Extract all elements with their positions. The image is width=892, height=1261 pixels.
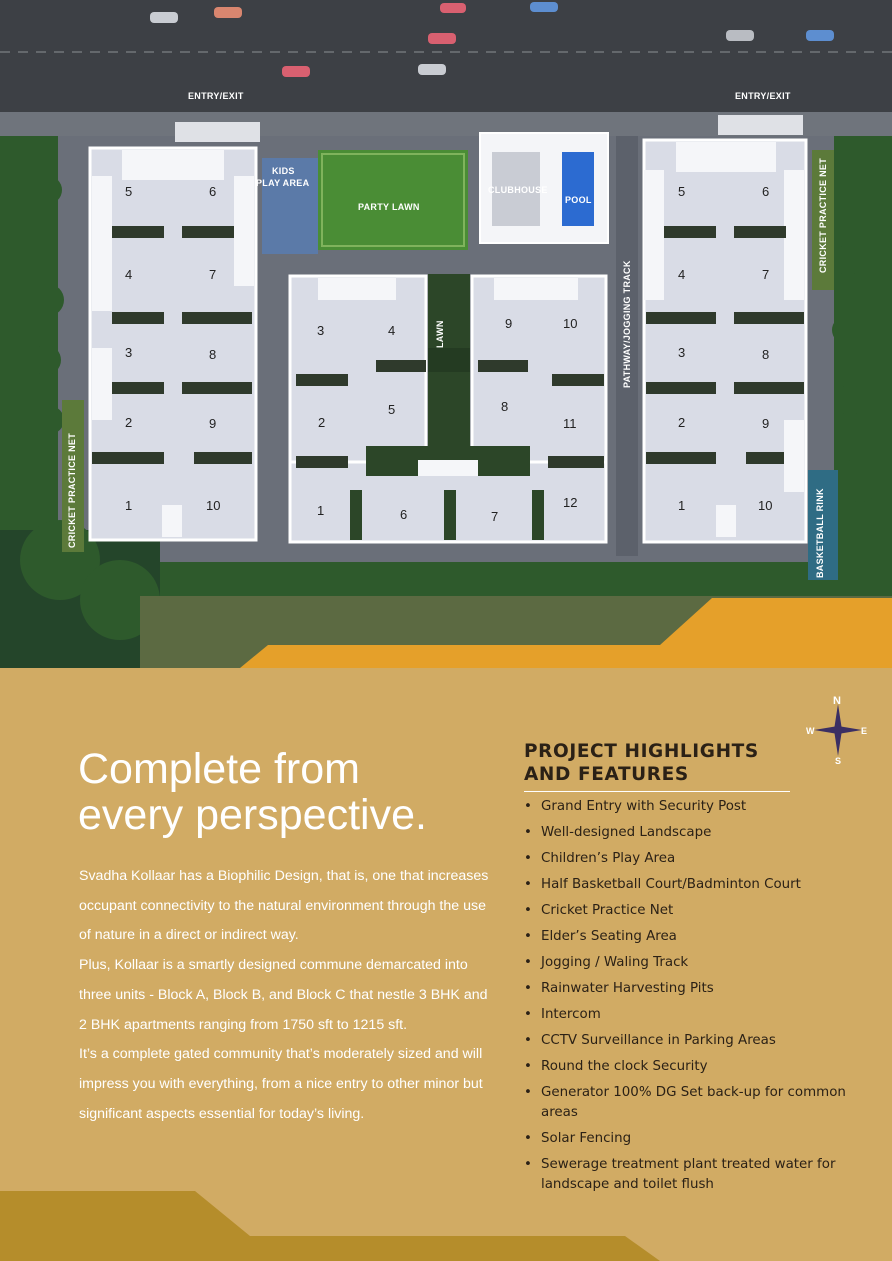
- unit-number: 11: [563, 416, 577, 431]
- label-entry-exit-right: ENTRY/EXIT: [735, 91, 791, 101]
- highlight-item: • CCTV Surveillance in Parking Areas: [524, 1031, 854, 1051]
- unit-number: 4: [388, 323, 396, 338]
- label-pool: POOL: [565, 195, 592, 205]
- compass-e: E: [861, 726, 868, 736]
- unit-number: 6: [762, 184, 770, 199]
- highlight-item: • Well-designed Landscape: [524, 823, 854, 843]
- unit-number: 2: [678, 415, 686, 430]
- highlight-item: • Generator 100% DG Set back-up for common areas: [524, 1083, 854, 1123]
- unit-number: 5: [125, 184, 133, 199]
- highlight-item: • Round the clock Security: [524, 1057, 854, 1077]
- highlights-title-line-2: AND FEATURES: [524, 764, 689, 785]
- unit-number: 2: [318, 415, 326, 430]
- block-left: [90, 148, 256, 540]
- pool: [562, 152, 594, 226]
- headline: [78, 746, 498, 838]
- unit-number: 8: [762, 347, 770, 362]
- compass-n: N: [833, 695, 841, 707]
- unit-number: 8: [501, 399, 509, 414]
- label-basketball-rink: BASKETBALL RINK: [815, 488, 825, 578]
- headline-line-1: Complete from: [78, 745, 360, 793]
- unit-number: 6: [209, 184, 217, 199]
- highlights-divider: [524, 791, 790, 792]
- label-cricket-net-left: CRICKET PRACTICE NET: [67, 432, 77, 548]
- unit-number: 4: [125, 267, 133, 282]
- highlights-title: [524, 740, 794, 786]
- unit-number: 12: [563, 495, 578, 510]
- unit-number: 7: [762, 267, 770, 282]
- unit-number: 5: [678, 184, 686, 199]
- description-paragraph: It’s a complete gated community that’s moderately sized and will impress you with everything, from a nice entry to other minor but significant aspects essential for today’s living.: [79, 1046, 483, 1122]
- unit-number: 5: [388, 402, 396, 417]
- highlight-item: • Intercom: [524, 1005, 854, 1025]
- label-lawn: LAWN: [435, 320, 445, 348]
- highlight-item: • Children’s Play Area: [524, 849, 854, 869]
- highlight-item: • Half Basketball Court/Badminton Court: [524, 875, 854, 895]
- unit-number: 1: [317, 503, 325, 518]
- unit-number: 3: [678, 345, 686, 360]
- highlight-item: • Jogging / Waling Track: [524, 953, 854, 973]
- bottom-accent-band: [0, 1186, 892, 1261]
- label-kids: KIDS: [272, 166, 295, 176]
- unit-number: 1: [678, 498, 686, 513]
- label-party-lawn: PARTY LAWN: [358, 202, 420, 212]
- label-play-area: PLAY AREA: [256, 178, 310, 188]
- highlight-item: • Elder’s Seating Area: [524, 927, 854, 947]
- label-cricket-net-right: CRICKET PRACTICE NET: [818, 157, 828, 273]
- unit-number: 9: [209, 416, 217, 431]
- unit-number: 1: [125, 498, 133, 513]
- unit-number: 3: [125, 345, 133, 360]
- unit-number: 9: [762, 416, 770, 431]
- description-paragraph: Svadha Kollaar has a Biophilic Design, that is, one that increases occupant connectivity to the natural environment through the use of nature in a direct or indirect way.: [79, 868, 489, 944]
- unit-number: 7: [209, 267, 217, 282]
- label-entry-exit-left: ENTRY/EXIT: [188, 91, 244, 101]
- unit-number: 10: [758, 498, 773, 513]
- block-center: [290, 274, 606, 542]
- unit-number: 3: [317, 323, 325, 338]
- unit-number: 10: [206, 498, 221, 513]
- unit-number: 10: [563, 316, 578, 331]
- entry-post-right: [718, 115, 803, 135]
- compass-s: S: [835, 756, 842, 766]
- block-right: [644, 140, 806, 542]
- highlight-item: • Sewerage treatment plant treated water for landscape and toilet flush: [524, 1155, 854, 1195]
- highlight-item: • Solar Fencing: [524, 1129, 854, 1149]
- headline-line-2: every perspective.: [78, 791, 427, 839]
- highlights-title-line-1: PROJECT HIGHLIGHTS: [524, 741, 759, 762]
- highlight-item: • Cricket Practice Net: [524, 901, 854, 921]
- highlights-list: [524, 797, 854, 1201]
- party-lawn: [318, 150, 468, 250]
- description-paragraph: Plus, Kollaar is a smartly designed commune demarcated into three units - Block A, Block B, and Block C that nestle 3 BHK and 2 BHK apartments ranging from 1750 sft to 1215 sft.: [79, 957, 488, 1033]
- label-clubhouse: CLUBHOUSE: [488, 185, 548, 195]
- unit-number: 8: [209, 347, 217, 362]
- highlight-item: • Rainwater Harvesting Pits: [524, 979, 854, 999]
- description: [79, 862, 499, 1129]
- highlight-item: • Grand Entry with Security Post: [524, 797, 854, 817]
- label-pathway: PATHWAY/JOGGING TRACK: [622, 260, 632, 388]
- unit-number: 7: [491, 509, 499, 524]
- compass-w: W: [806, 726, 815, 736]
- unit-number: 6: [400, 507, 408, 522]
- compass-icon: [806, 694, 870, 766]
- unit-number: 4: [678, 267, 686, 282]
- entry-post-left: [175, 122, 260, 142]
- unit-number: 2: [125, 415, 133, 430]
- unit-number: 9: [505, 316, 513, 331]
